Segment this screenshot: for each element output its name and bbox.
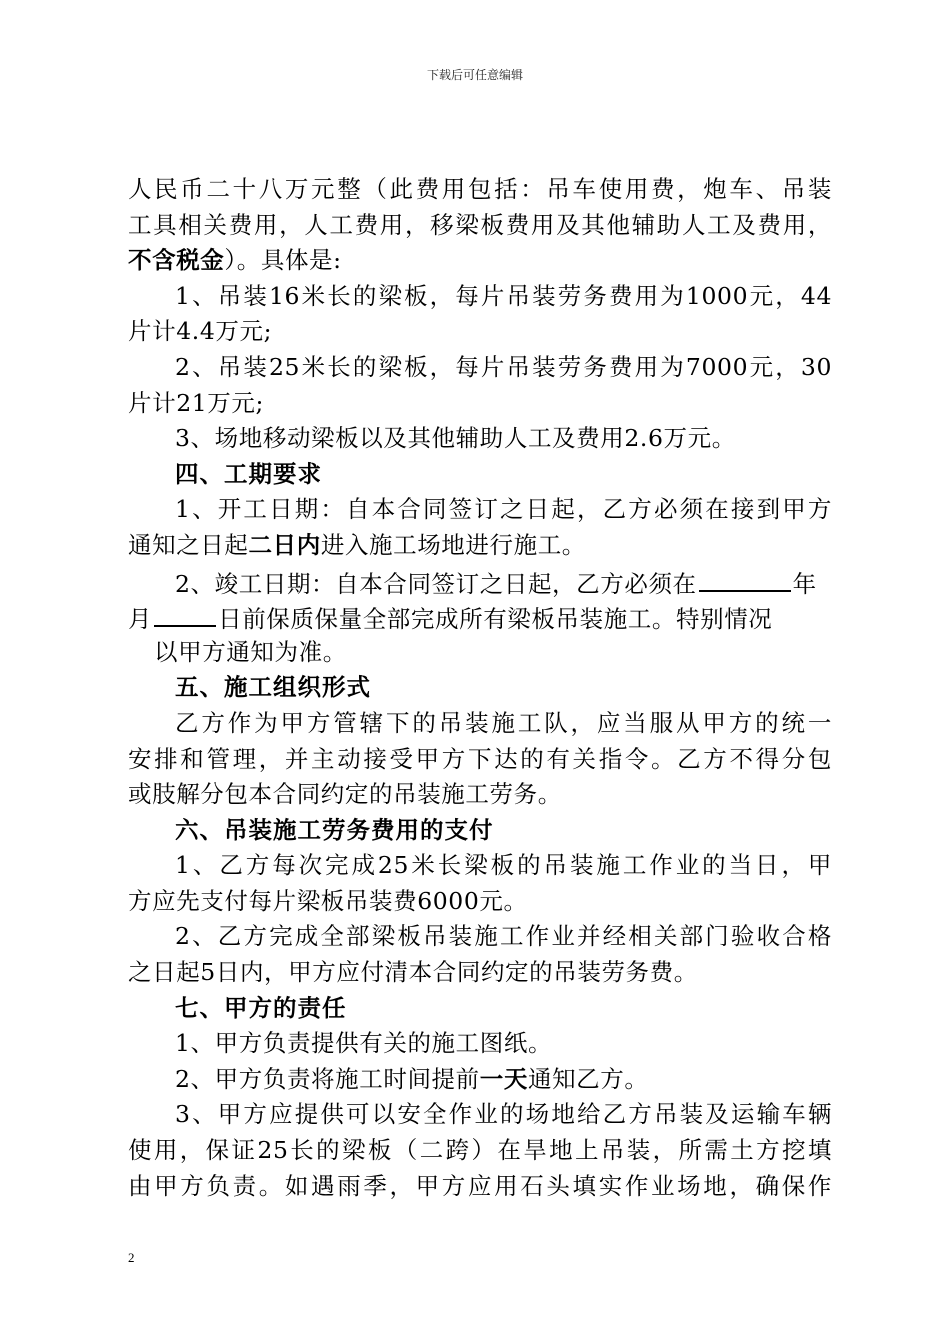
- text-line: 由甲方负责。如遇雨季，甲方应用石头填实作业场地，确保作: [128, 1171, 832, 1200]
- text-line: 方应先支付每片梁板吊装费6000元。: [128, 886, 528, 915]
- text-line: 工具相关费用，人工费用，移梁板费用及其他辅助人工及费用，: [128, 210, 832, 239]
- bold-text: 不含税金: [128, 246, 225, 275]
- bold-text: 二日内: [248, 530, 321, 559]
- text-line: 片计21万元;: [128, 388, 265, 417]
- blank-underline: [699, 564, 791, 592]
- section-heading: 七、甲方的责任: [175, 993, 347, 1022]
- text-line: 或肢解分包本合同约定的吊装施工劳务。: [128, 780, 562, 809]
- text-line: 安排和管理，并主动接受甲方下达的有关指令。乙方不得分包: [128, 744, 832, 773]
- document-body: [128, 172, 832, 1204]
- text-line: 月 日前保质保量全部完成所有梁板吊装施工。特别情况: [128, 599, 832, 635]
- text-line: 3、甲方应提供可以安全作业的场地给乙方吊装及运输车辆: [175, 1100, 832, 1129]
- blank-underline: [154, 599, 216, 627]
- text-line: 3、场地移动梁板以及其他辅助人工及费用2.6万元。: [175, 424, 736, 453]
- text-line: 通知之日起二日内进入施工场地进行施工。: [128, 530, 586, 559]
- page-header: 下载后可任意编辑: [426, 68, 523, 82]
- text-line: 人民币二十八万元整（此费用包括：吊车使用费，炮车、吊装: [128, 175, 832, 203]
- text-line: 1、甲方负责提供有关的施工图纸。: [175, 1029, 553, 1058]
- text-line: 使用，保证25长的梁板（二跨）在旱地上吊装，所需土方挖填: [128, 1136, 832, 1165]
- text-line: 2、竣工日期：自本合同签订之日起，乙方必须在 年: [128, 564, 832, 600]
- text-line: 片计4.4万元;: [128, 317, 273, 346]
- text-line: 1、乙方每次完成25米长梁板的吊装施工作业的当日，甲: [175, 851, 832, 880]
- text-line: 1、吊装16米长的梁板，每片吊装劳务费用为1000元，44: [175, 281, 832, 310]
- section-heading: 六、吊装施工劳务费用的支付: [175, 815, 494, 844]
- section-heading: 四、工期要求: [175, 459, 322, 488]
- text-line: 1、开工日期：自本合同签订之日起，乙方必须在接到甲方: [175, 495, 832, 524]
- section-heading: 五、施工组织形式: [175, 673, 371, 702]
- text-line: 之日起5日内，甲方应付清本合同约定的吊装劳务费。: [128, 958, 698, 987]
- text-line: 乙方作为甲方管辖下的吊装施工队，应当服从甲方的统一: [175, 708, 832, 737]
- text-line: 2、乙方完成全部梁板吊装施工作业并经相关部门验收合格: [175, 922, 832, 951]
- text-line: 不含税金）。具体是:: [128, 246, 342, 275]
- text-line: 2、吊装25米长的梁板，每片吊装劳务费用为7000元，30: [175, 352, 832, 381]
- text-line: 2、甲方负责将施工时间提前一天通知乙方。: [175, 1064, 649, 1093]
- text-line: 以甲方通知为准。: [154, 637, 347, 666]
- page-number: 2: [128, 1250, 135, 1265]
- bold-text: 一天: [479, 1064, 528, 1093]
